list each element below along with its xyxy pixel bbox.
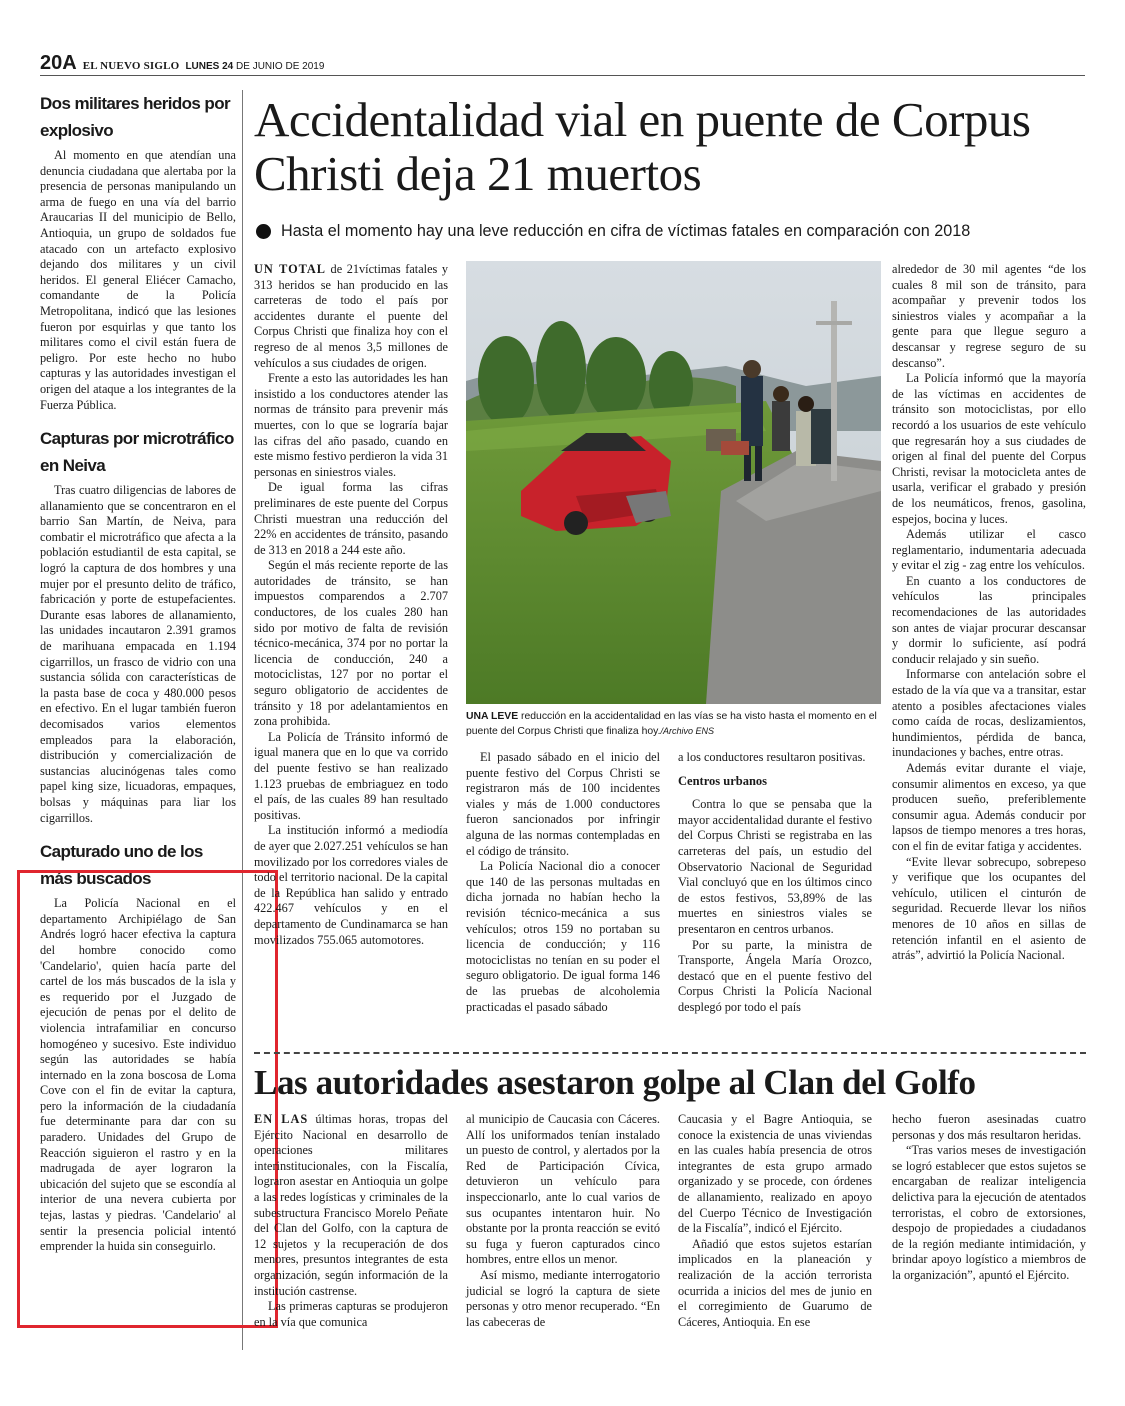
brief-body: Tras cuatro diligencias de labores de allanamiento que se concentraron en el barrio San Martín, de Neiva, para combatir el microtráfico que afecta a la población estudiantil de esta capital, se logró la captura de dos hombres y una mujer por el presunto delito de tráfico, fabricación y porte de estupefacientes. Durante esas labores de allanamiento, las unidades incautaron 2.391 gramos de marihuana empacada en 1.194 cigarrillos, un frasco de vidrio con una sustancia sólida con características de la pasta base de coca y 480.000 pesos en efectivo. En el lugar también fueron decomisados varios elementos empleados para la elaboración, distribución y comercialización de sustancias alucinógenas tales como papel king size, licuadoras, empaques, bolsas y máquinas para liar los cigarrillos. xyxy=(40,483,236,825)
accident-photo xyxy=(466,261,881,704)
newspaper-name: EL NUEVO SIGLO xyxy=(82,60,180,72)
date-rest: DE JUNIO DE 2019 xyxy=(236,61,325,72)
main-col-3 xyxy=(678,750,872,1016)
second-headline: Las autoridades asestaron golpe al Clan del Golfo xyxy=(254,1063,976,1102)
paragraph: La Policía informó que la mayoría de las víctimas en accidentes de tránsito son motociclistas, por ello recordó a los usuarios de este vehículo que regresarán hoy a sus ciudades de origen al final del puente del Corpus Christi, revisar la motocicleta antes de usarla, verificar el grabado y presión de los neumáticos, frenos, gasolina, espejos, bocina y luces. xyxy=(892,371,1086,526)
page-number: 20A xyxy=(40,52,77,74)
lead-text: últimas horas, tropas del Ejército Nacional en desarrollo de operaciones militares interinstitucionales, con la Fiscalía, lograron asestar en Antioquia un golpe a las redes logísticas y criminales de la subestructura Francisco Morelo Peñate del Clan del Golfo, con la captura de 12 sujetos y la recuperación de dos menores, presuntos integrantes de esta organización, según información de la institución castrense. xyxy=(254,1112,448,1298)
brief-buscados xyxy=(40,838,236,1255)
photo-caption xyxy=(466,710,881,739)
second-col-1 xyxy=(254,1112,448,1330)
paragraph: La Policía de Tránsito informó de igual manera que en lo que va corrido del puente festivo se han realizado 1.123 pruebas de embriaguez en todo el país, de las cuales 89 han resultado positivas. xyxy=(254,729,448,822)
caption-lead: UNA LEVE xyxy=(466,711,519,722)
paragraph: “Tras varios meses de investigación se logró establecer que estos sujetos se encargaban de realizar inteligencia delictiva para la ejecución de atentados terroristas, el cobro de extorsiones, despojo de propiedades a ciudadanos de la región mediante intimidación, y brindar apoyo logístico a miembros de la organización”, apuntó el Ejército. xyxy=(892,1143,1086,1282)
paragraph: La Policía Nacional dio a conocer que 140 de las personas multadas en dicha jornada no habían hecho la revisión técnico-mecánica a sus vehículos; otros 159 no portaban su licencia de conducción; y 116 motociclistas no tenían en su poder el seguro obligatorio. De igual forma 146 de las pruebas de alcoholemia practicadas el pasado sábado xyxy=(466,859,660,1014)
paragraph: Según el más reciente reporte de las autoridades de tránsito, se han impuestos comparendos a 2.707 conductores, de los cuales 280 han sido por motivo de falta de revisión técnico-mecánica, 374 por no portar la licencia de conducción, 240 a motociclistas, 127 por no portar el seguro obligatorio de accidentes de tránsito y 18 por adelantamientos en zona prohibida. xyxy=(254,558,448,729)
section-heading: Centros urbanos xyxy=(678,773,768,788)
paragraph: Contra lo que se pensaba que la mayor accidentalidad durante el festivo del Corpus Christi se registraba en las carreteras del país, un estudio del Observatorio Nacional de Seguridad Vial concluyó que en los últimos cinco de estos festivos, 53,89% de las muertes en siniestros viales se presentaron en centros urbanos. xyxy=(678,797,872,936)
second-col-3 xyxy=(678,1112,872,1330)
brief-title: Capturas por microtráfico en Neiva xyxy=(40,429,234,476)
brief-title: Dos militares heridos por explosivo xyxy=(40,94,230,140)
continuation: al municipio de Caucasia con Cáceres. Allí los uniformados tenían instalado un puesto de control, y alertados por la Red de Participación Cívica, detuvieron un vehículo para inspeccionarlo, ante lo cual varios de sus ocupantes intentaron huir. No obstante por la pronta reacción se evitó su fuga y fueron capturados cinco hombres, entre ellos un menor. xyxy=(466,1112,660,1267)
bullet-icon xyxy=(256,224,271,239)
sidebar-briefs xyxy=(40,90,236,1267)
caption-text: reducción en la accidentalidad en las vías se ha visto hasta el momento en el puente del Corpus Christi que finaliza hoy. xyxy=(466,711,877,737)
paragraph: El pasado sábado en el inicio del puente festivo del Corpus Christi se registraron más de 100 incidentes viales y más de 1.000 conductores fueron sancionados por infringir alguna de las normas contempladas en el código de tránsito. xyxy=(466,750,660,858)
continuation: alrededor de 30 mil agentes “de los cuales 8 mil son de tránsito, para acompañar y prevenir todos los siniestros viales y acompañar a la gente para que llegue seguro a descansar y regrese seguro de su descanso”. xyxy=(892,262,1086,370)
lead-cap: EN LAS xyxy=(254,1112,309,1126)
paragraph: Informarse con antelación sobre el estado de la vía que va a transitar, estar atento a posibles afectaciones viales como caída de rocas, deslizamientos, hundimientos, pérdida de banca, inundaciones y baches, entre otras. xyxy=(892,667,1086,760)
paragraph: La institución informó a mediodía de ayer que 2.027.251 vehículos se han movilizado por los corredores viales de todo el territorio nacional. De la capital de la República han salido y entrado 422.467 vehículos y en el departamento de Cundinamarca se han movilizados 755.065 automotores. xyxy=(254,823,448,947)
paragraph: De igual forma las cifras preliminares de este puente del Corpus Christi muestran una reducción del 22% en accidentes de tránsito, pasando de 313 en 2018 a 244 este año. xyxy=(254,480,448,557)
lead-paragraph xyxy=(254,262,448,371)
main-col-2 xyxy=(466,750,660,1015)
paragraph: Añadió que estos sujetos estarían implicados en la planeación y realización de la acción terrorista ocurrida a inicios del mes de junio en el corregimiento de Guarumo de Cáceres, Antioquia. En ese xyxy=(678,1236,872,1329)
subhead-text: Hasta el momento hay una leve reducción en cifra de víctimas fatales en comparación con 2018 xyxy=(281,222,971,240)
brief-militares xyxy=(40,90,236,413)
publication-date xyxy=(185,61,324,72)
paragraph: Además utilizar el casco reglamentario, indumentaria adecuada y evitar el zig - zag entre los vehículos. xyxy=(892,527,1086,573)
continuation: hecho fueron asesinadas cuatro personas y dos más resultaron heridas. xyxy=(892,1112,1086,1142)
paragraph: Frente a esto las autoridades les han insistido a los conductores atender las normas de tránsito para prevenir más muertes, con lo que se lograría bajar las cifras del año pasado, cuando en este mismo festivo perdieron la vida 31 personas en siniestros viales. xyxy=(254,371,448,479)
main-subhead xyxy=(256,222,1091,241)
date-weekday: LUNES xyxy=(185,61,220,72)
brief-body: La Policía Nacional en el departamento Archipiélago de San Andrés logró hacer efectiva la captura del hombre conocido como 'Candelario', quien hacía parte del cartel de los más buscados de la isla y es requerido por el Juzgado de ejecución de penas por el delito de violencia intrafamiliar en concurso homogéneo y sucesivo. Este individuo según las autoridades se había internado en la zona boscosa de Loma Cove con el fin de evitar la captura, pero la información de la ciudadanía fue determinante para dar con su paradero. Unidades del Grupo de Reacción siguieron el rastro y en la madrugada de ayer lograron la ubicación del sujeto que se escondía al interior de una nevera cubierta por tejas, lastas y piedras. 'Candelario' al sentir la presencia policial intentó emprender la huida sin conseguirlo. xyxy=(40,896,236,1254)
paragraph: Además evitar durante el viaje, consumir alimentos en exceso, ya que producen sueño, preferiblemente consumir agua. Además conducir por lapsos de tiempo menores a tres horas, con el fin de evitar fatiga y accidentes. xyxy=(892,761,1086,853)
brief-body: Al momento en que atendían una denuncia ciudadana que alertaba por la presencia de personas manipulando un arma de fuego en una vía del barrio Araucarias II del municipio de Bello, Antioquia, un grupo de soldados fue atacado con un artefacto explosivo dejando dos militares y un civil heridos. El general Eliécer Camacho, comandante de la Policía Metropolitana, indicó que las lesiones fueron por esquirlas y que tanto los militares como el civil están fuera de peligro. Por este hecho no hubo capturas y las autoridades investigan el origen del ataque a los integrantes de la Fuerza Pública. xyxy=(40,148,236,412)
second-col-2 xyxy=(466,1112,660,1330)
continuation: a los conductores resultaron positivas. xyxy=(678,750,866,764)
page-masthead xyxy=(40,52,1085,76)
continuation: Caucasia y el Bagre Antioquia, se conoce la existencia de unas viviendas en las cuales había presencia de otros integrantes de esta grupo armado organizado y se procede, con órdenes de allanamiento, realizado en apoyo del Cuerpo Técnico de Investigación de la Fiscalía”, indicó el Ejército. xyxy=(678,1112,872,1236)
paragraph: Las primeras capturas se produjeron en la vía que comunica xyxy=(254,1299,448,1329)
brief-title: Capturado uno de los más buscados xyxy=(40,842,203,889)
paragraph: “Evite llevar sobrecupo, sobrepeso y verifique que los ocupantes del vehículo, utilicen el cinturón de seguridad. Recuerde llevar los niños menores de 10 años en sillas de retención infantil en el asiento de atrás”, advirtió la Policía Nacional. xyxy=(892,854,1086,963)
article-divider xyxy=(254,1052,1086,1054)
brief-neiva xyxy=(40,425,236,826)
lead-paragraph xyxy=(254,1112,448,1299)
paragraph: Por su parte, la ministra de Transporte, Ángela María Orozco, destacó que en el puente festivo del Corpus Christi la Policía Nacional desplegó por todo el país xyxy=(678,937,872,1014)
paragraph: En cuanto a los conductores de vehículos las principales recomendaciones de las autoridades son antes de viajar procurar descansar y dormir lo suficiente, así podrá conducir relajado y sin sueño. xyxy=(892,573,1086,666)
sidebar-divider xyxy=(242,90,243,1350)
photo-illustration xyxy=(466,261,881,704)
caption-credit: /Archivo ENS xyxy=(660,726,714,736)
main-col-4 xyxy=(892,262,1086,964)
paragraph: Así mismo, mediante interrogatorio judicial se logró la captura de siete personas y otro menor recuperado. “En las cabeceras de xyxy=(466,1267,660,1329)
date-day: 24 xyxy=(222,61,234,72)
main-headline: Accidentalidad vial en puente de Corpus Christi deja 21 muertos xyxy=(254,92,1031,201)
main-col-1 xyxy=(254,262,448,948)
lead-cap: UN TOTAL xyxy=(254,262,327,276)
lead-text: de 21víctimas fatales y 313 heridos se han producido en las carreteras de todo el país por accidentes durante el puente del Corpus Christi que finaliza hoy con el regreso de al menos 3,5 millones de vehículos a sus ciudades de origen. xyxy=(254,262,449,370)
second-col-4 xyxy=(892,1112,1086,1284)
